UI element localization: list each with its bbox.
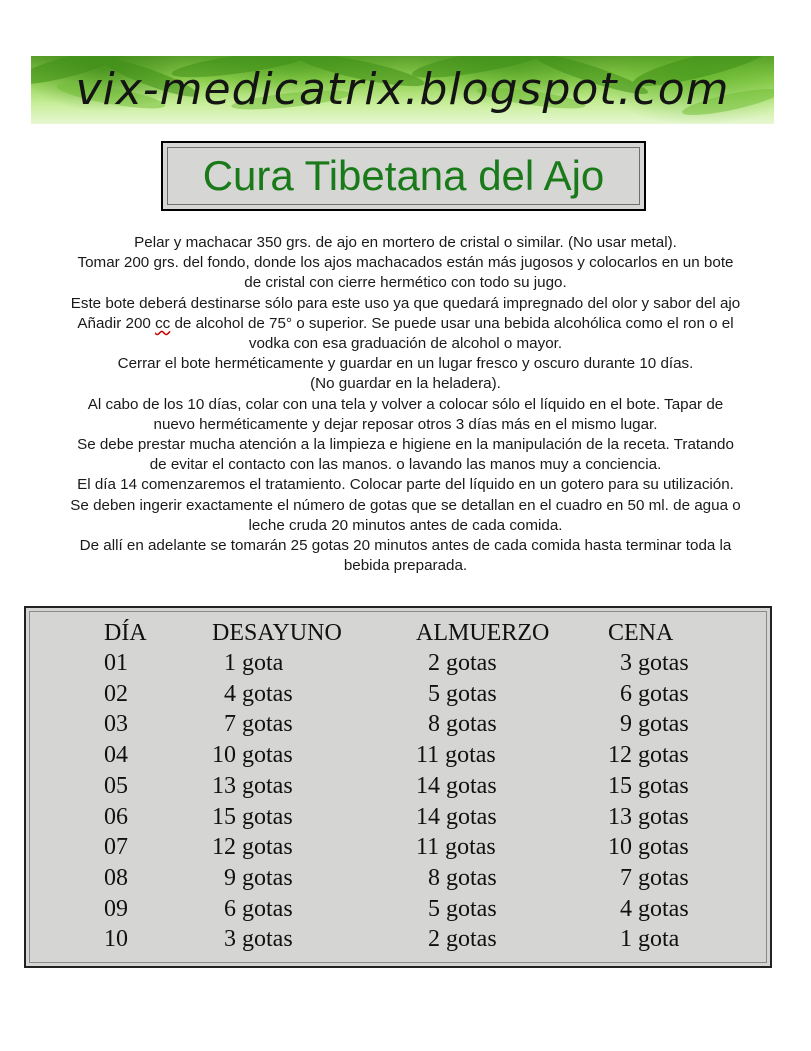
instruction-line: Se deben ingerir exactamente el número de gotas que se detallan en el cuadro en 50 ml. de agua o [70,496,741,514]
lunch-cell: 14 gotas [416,772,497,799]
table-row [26,740,774,770]
lunch-cell: 14 gotas [416,803,497,830]
lunch-cell: 11 gotas [416,834,496,861]
day-cell: 09 [104,895,128,922]
dinner-cell: 6 gotas [620,680,689,707]
breakfast-cell: 15 gotas [212,803,293,830]
day-cell: 04 [104,742,128,769]
table-row [26,679,774,709]
breakfast-cell: 1 gota [224,650,284,676]
instruction-line: Este bote deberá destinarse sólo para este uso ya que quedará impregnado del olor y sabor del ajo [70,294,741,312]
instruction-line: Cerrar el bote herméticamente y guardar en un lugar fresco y oscuro durante 10 días. [117,355,694,373]
instruction-line: Pelar y machacar 350 grs. de ajo en mortero de cristal o similar. (No usar metal). [134,234,677,251]
instruction-line: Tomar 200 grs. del fondo, donde los ajos machacados están más jugosos y colocarlos en un bote [77,254,734,272]
breakfast-cell: 12 gotas [212,834,293,861]
header-lunch: ALMUERZO [416,620,550,646]
dinner-cell: 13 gotas [608,803,689,830]
title-box [161,141,646,211]
instruction-line: bebida preparada. [343,557,468,575]
dinner-cell: 1 gota [620,926,680,953]
lunch-cell: 8 gotas [428,711,497,738]
dosage-table-box [24,606,772,968]
header-breakfast: DESAYUNO [212,620,342,646]
lunch-cell: 11 gotas [416,742,496,769]
breakfast-cell: 6 gotas [224,895,293,922]
dinner-cell: 12 gotas [608,742,689,769]
day-cell: 10 [104,926,128,953]
day-cell: 07 [104,834,128,861]
header-dinner: CENA [608,620,674,646]
instruction-line: (No guardar en la heladera). [310,375,501,393]
breakfast-cell: 3 gotas [224,926,293,953]
instruction-line: leche cruda 20 minutos antes de cada comida. [248,516,563,534]
instructions-text [14,233,797,576]
instruction-line: vodka con esa graduación de alcohol o mayor. [248,335,563,353]
page-title: Cura Tibetana del Ajo [202,152,605,199]
spellcheck-word: cc [155,314,171,332]
dinner-cell: 15 gotas [608,772,689,799]
dinner-cell: 9 gotas [620,711,689,738]
instruction-line: Se debe prestar mucha atención a la limpieza e higiene en la manipulación de la receta. Tratando [77,436,734,454]
day-cell: 01 [104,650,128,676]
breakfast-cell: 4 gotas [224,680,293,707]
table-row [26,648,774,678]
instruction-line: El día 14 comenzaremos el tratamiento. Colocar parte del líquido en un gotero para su utilización. [77,476,734,494]
table-header-row [26,618,774,648]
instruction-line: Añadir 200 cc de alcohol de 75° o superior. Se puede usar una bebida alcohólica como el ron o el [77,314,734,332]
table-row [26,832,774,862]
day-cell: 03 [104,711,128,738]
instruction-line: nuevo herméticamente y dejar reposar otros 3 días más en el mismo lugar. [153,415,658,433]
breakfast-cell: 10 gotas [212,742,293,769]
lunch-cell: 8 gotas [428,864,497,891]
day-cell: 02 [104,680,128,707]
dinner-cell: 4 gotas [620,895,689,922]
instruction-line: De allí en adelante se tomarán 25 gotas 20 minutos antes de cada comida hasta terminar toda la [79,537,732,555]
table-row [26,894,774,924]
instruction-line: de cristal con cierre hermético con todo su jugo. [244,274,567,292]
blog-banner [31,56,774,124]
breakfast-cell: 7 gotas [224,711,293,738]
instruction-line: de evitar el contacto con las manos. o lavando las manos muy a conciencia. [149,456,662,474]
dinner-cell: 3 gotas [620,650,689,676]
banner-url-text: vix-medicatrix.blogspot.com [75,64,730,115]
dinner-cell: 7 gotas [620,864,689,891]
table-row [26,863,774,893]
dinner-cell: 10 gotas [608,834,689,861]
lunch-cell: 2 gotas [428,650,497,676]
lunch-cell: 5 gotas [428,680,497,707]
header-day: DÍA [104,620,147,646]
lunch-cell: 5 gotas [428,895,497,922]
table-row [26,709,774,739]
day-cell: 06 [104,803,128,830]
lunch-cell: 2 gotas [428,926,497,953]
table-row [26,771,774,801]
breakfast-cell: 13 gotas [212,772,293,799]
instruction-line: Al cabo de los 10 días, colar con una tela y volver a colocar sólo el líquido en el bote. Tapar de [87,395,724,413]
table-row [26,924,774,954]
breakfast-cell: 9 gotas [224,864,293,891]
day-cell: 08 [104,864,128,891]
table-row [26,802,774,832]
day-cell: 05 [104,772,128,799]
